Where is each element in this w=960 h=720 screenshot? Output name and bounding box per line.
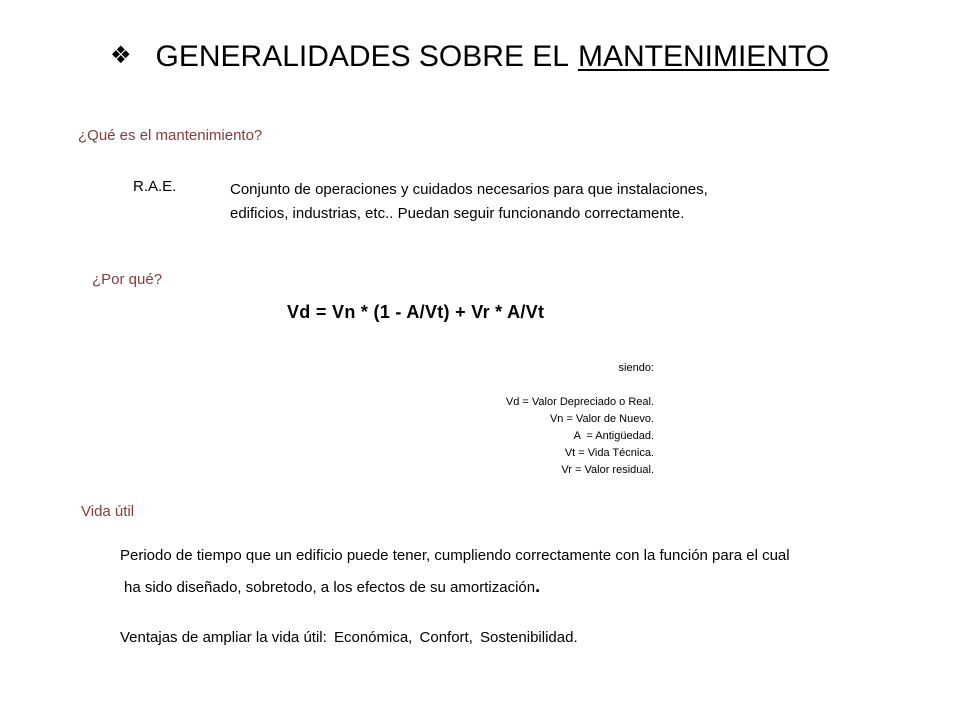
question-what: ¿Qué es el mantenimiento? xyxy=(78,127,263,144)
legend-spacer xyxy=(506,377,654,394)
legend-item: Vr = Valor residual. xyxy=(561,464,654,476)
legend-item: A = Antigüedad. xyxy=(573,430,654,442)
ventaja-item: Confort, xyxy=(419,629,473,646)
vida-util-heading: Vida útil xyxy=(81,503,135,520)
ventajas-line xyxy=(120,629,581,646)
title-underlined-word: MANTENIMIENTO xyxy=(577,40,830,73)
diamond-bullet-icon: ❖ xyxy=(110,41,132,69)
vida-util-line2-text: ha sido diseñado, sobretodo, a los efectos de su amortización xyxy=(124,579,536,596)
rae-definition-line: edificios, industrias, etc.. Puedan seguir funcionando correctamente. xyxy=(230,205,685,222)
rae-definition xyxy=(230,178,708,226)
rae-definition-line: Conjunto de operaciones y cuidados necesarios para que instalaciones, xyxy=(230,181,708,198)
ventajas-label: Ventajas de ampliar la vida útil: xyxy=(120,629,327,646)
title-prefix: GENERALIDADES SOBRE EL xyxy=(155,40,569,73)
legend-item: Vn = Valor de Nuevo. xyxy=(549,413,654,425)
ventaja-item: Económica, xyxy=(333,629,413,646)
formula-legend xyxy=(506,360,654,479)
ventaja-item: Sostenibilidad. xyxy=(480,629,578,646)
legend-item: Vd = Valor Depreciado o Real. xyxy=(505,396,654,408)
question-why: ¿Por qué? xyxy=(92,271,163,288)
vida-util-line2-period: . xyxy=(535,576,541,596)
slide-title xyxy=(110,40,829,74)
legend-heading: siendo: xyxy=(618,362,654,374)
legend-item: Vt = Vida Técnica. xyxy=(564,447,654,459)
depreciation-formula: Vd = Vn * (1 - A/Vt) + Vr * A/Vt xyxy=(287,302,545,322)
vida-util-definition-line1: Periodo de tiempo que un edificio puede tener, cumpliendo correctamente con la función para el cual xyxy=(120,547,790,564)
rae-term: R.A.E. xyxy=(133,178,177,195)
vida-util-definition-line2 xyxy=(124,576,540,597)
